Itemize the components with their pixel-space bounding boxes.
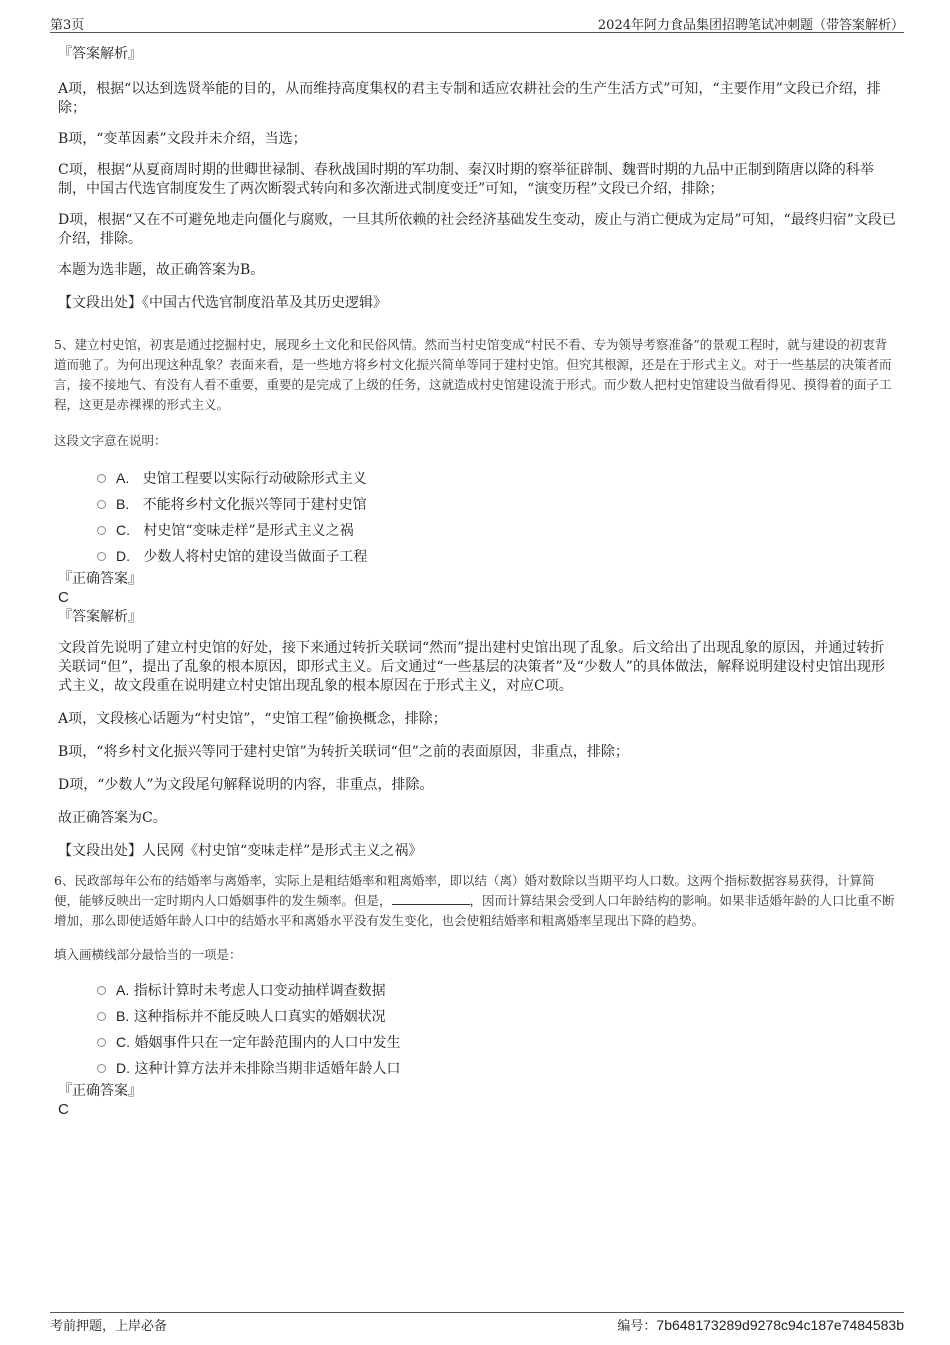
analysis-paragraph: 故正确答案为C。: [58, 810, 167, 826]
document-title: 2024年阿力食品集团招聘笔试冲刺题（带答案解析）: [597, 18, 904, 33]
radio-icon[interactable]: [97, 1064, 106, 1073]
option-c[interactable]: C. 婚姻事件只在一定年龄范围内的人口中发生: [58, 1029, 896, 1055]
option-d[interactable]: D. 这种计算方法并未排除当期非适婚年龄人口: [58, 1055, 896, 1081]
question-stem: 5、建立村史馆，初衷是通过挖掘村史，展现乡土文化和民俗风情。然而当村史馆变成“村民不看、专为领导考察准备”的景观工程时，就与建设的初衷背道而驰了。为何出现这种乱象？表面来看，是一些地方将乡村文化振兴简单等同于建村史馆。但究其根源，还是在于形式主义。对于一些基层的决策者而言，接不接地气、有没有人看不重要，重要的是完成了上级的任务，这就造成村史馆建设流于形式。而少数人把村史馆建设当做看得见、摸得着的面子工程，这更是赤裸裸的形式主义。: [54, 337, 892, 412]
option-a[interactable]: A. 史馆工程要以实际行动破除形式主义: [58, 465, 896, 491]
question-prompt: 这段文字意在说明：: [54, 433, 167, 448]
options-list: [58, 977, 896, 1081]
analysis-paragraph: B项，“变革因素”文段并未介绍，当选；: [58, 131, 307, 147]
source-label: 【文段出处】: [58, 295, 142, 311]
page-content: [54, 44, 896, 1119]
radio-icon[interactable]: [97, 986, 106, 995]
analysis-paragraph: A项，文段核心话题为“村史馆”，“史馆工程”偷换概念，排除；: [58, 711, 447, 727]
option-c[interactable]: C. 村史馆“变味走样”是形式主义之祸: [58, 517, 896, 543]
source-title: 人民网《村史馆“变味走样”是形式主义之祸》: [142, 843, 423, 859]
analysis-paragraph: 本题为选非题，故正确答案为B。: [58, 262, 265, 278]
option-d[interactable]: D. 少数人将村史馆的建设当做面子工程: [58, 543, 896, 569]
radio-icon[interactable]: [97, 1038, 106, 1047]
document-code: 编号：7b648173289d9278c94c187e7484583b: [617, 1317, 904, 1334]
source-title: 《中国古代选官制度沿革及其历史逻辑》: [142, 295, 387, 311]
analysis-paragraph: 文段首先说明了建立村史馆的好处，接下来通过转折关联词“然而”提出建村史馆出现了乱象。后文给出了出现乱象的原因，并通过转折关联词“但”，提出了乱象的根本原因，即形式主义。后文通过“一些基层的决策者”及“少数人”的具体做法，解释说明建设村史馆出现形式主义，故文段重在说明建立村史馆出现乱象的根本原因在于形式主义，对应C项。: [58, 640, 885, 694]
options-list: [58, 465, 896, 569]
analysis-paragraph: B项，“将乡村文化振兴等同于建村史馆”为转折关联词“但”之前的表面原因，非重点，排除；: [58, 744, 629, 760]
question-prompt: 填入画横线部分最恰当的一项是：: [54, 947, 242, 962]
radio-icon[interactable]: [97, 1012, 106, 1021]
question-stem: 6、民政部每年公布的结婚率与离婚率，实际上是粗结婚率和粗离婚率，即以结（离）婚对数除以当期平均人口数。这两个指标数据容易获得，计算简便，能够反映出一定时期内人口婚姻事件的发生频率。但是， ，因而计算结果会受到人口年龄结构的影响。如果非适婚年龄的人口比重不断增加，那么即使适婚年龄人口中的结婚水平和离婚水平没有发生变化，也会使粗结婚率和粗离婚率呈现出下降的趋势。: [54, 873, 895, 928]
radio-icon[interactable]: [97, 500, 106, 509]
page-footer: [50, 1312, 904, 1337]
option-a[interactable]: A. 指标计算时未考虑人口变动抽样调查数据: [58, 977, 896, 1003]
analysis-label: 『答案解析』: [58, 609, 142, 625]
source-label: 【文段出处】: [58, 843, 142, 859]
analysis-paragraph: C项，根据“从夏商周时期的世卿世禄制、春秋战国时期的军功制、秦汉时期的察举征辟制、魏晋时期的九品中正制到隋唐以降的科举制，中国古代选官制度发生了两次断裂式转向和多次渐进式制度变迁”可知，“演变历程”文段已介绍，排除；: [58, 162, 874, 197]
radio-icon[interactable]: [97, 552, 106, 561]
option-b[interactable]: B. 这种指标并不能反映人口真实的婚姻状况: [58, 1003, 896, 1029]
correct-answer-label: 『正确答案』: [58, 1083, 142, 1099]
radio-icon[interactable]: [97, 526, 106, 535]
fill-blank: [392, 892, 470, 905]
correct-answer: C: [58, 589, 69, 606]
radio-icon[interactable]: [97, 474, 106, 483]
page-header: [50, 12, 904, 33]
correct-answer-label: 『正确答案』: [58, 571, 142, 587]
analysis-paragraph: D项，根据“又在不可避免地走向僵化与腐败，一旦其所依赖的社会经济基础发生变动，废止与消亡便成为定局”可知，“最终归宿”文段已介绍，排除。: [58, 212, 896, 247]
analysis-paragraph: D项，“少数人”为文段尾句解释说明的内容，非重点，排除。: [58, 777, 434, 793]
correct-answer: C: [58, 1101, 69, 1118]
page-number: 第3页: [50, 18, 85, 33]
option-b[interactable]: B. 不能将乡村文化振兴等同于建村史馆: [58, 491, 896, 517]
footer-slogan: 考前押题，上岸必备: [50, 1319, 168, 1334]
source-line: [58, 842, 896, 861]
source-line: [58, 294, 896, 313]
analysis-label: 『答案解析』: [58, 46, 142, 62]
analysis-paragraph: A项，根据“以达到选贤举能的目的，从而维持高度集权的君主专制和适应农耕社会的生产生活方式”可知，“主要作用”文段已介绍，排除；: [58, 81, 881, 116]
